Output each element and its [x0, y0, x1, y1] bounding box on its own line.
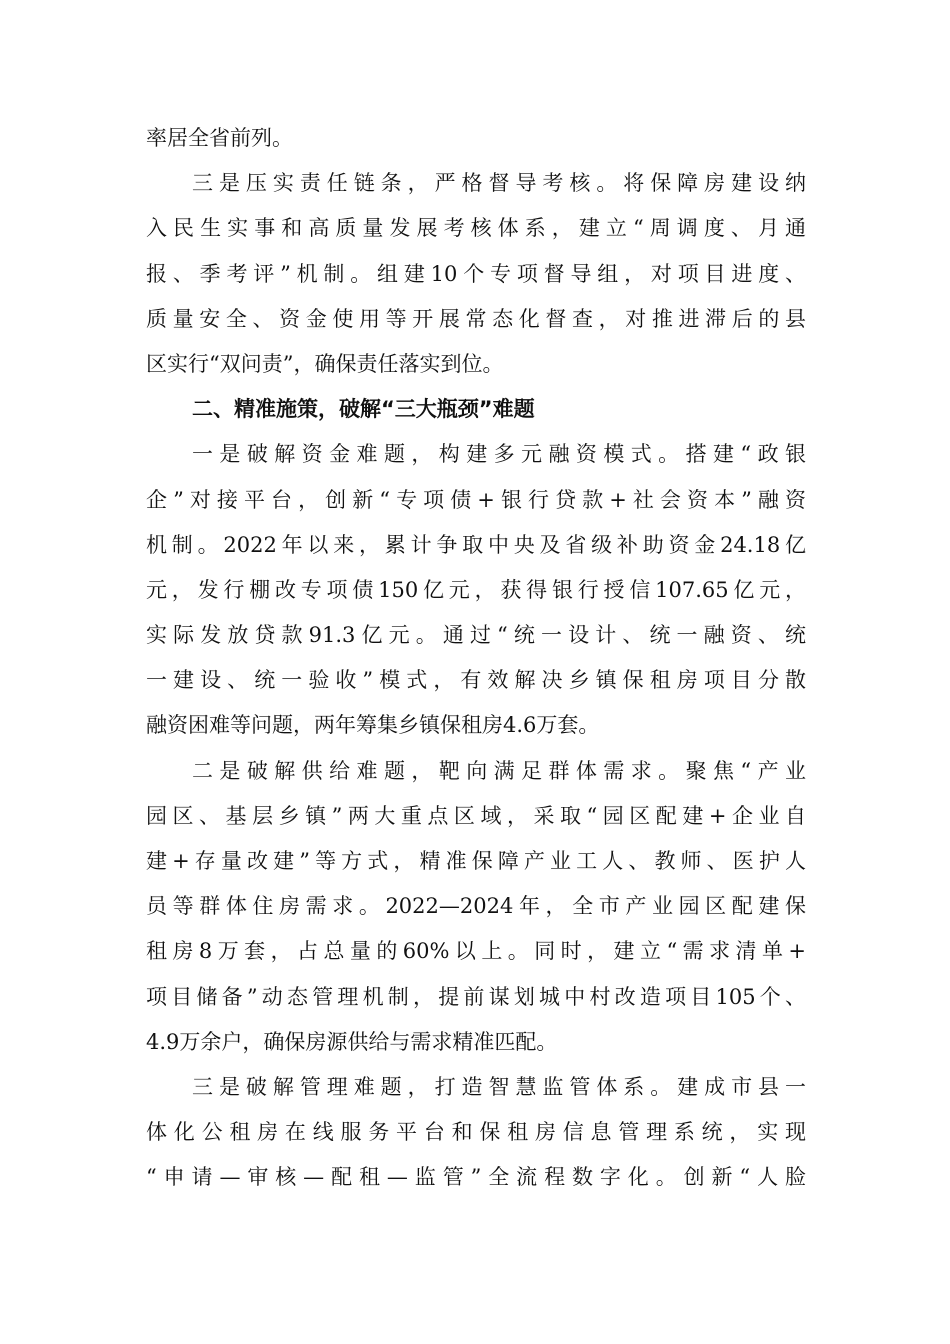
paragraph-funding [146, 432, 806, 748]
text-line: 租房8万套，占总量的60%以上。同时，建立“需求清单+ [146, 939, 806, 964]
text-line: “申请—审核—配租—监管”全流程数字化。创新“人脸 [146, 1165, 806, 1190]
text-line: 质量安全、资金使用等开展常态化督查，对推进滞后的县 [146, 306, 806, 331]
text-line: 一是破解资金难题，构建多元融资模式。搭建“政银 [192, 442, 806, 467]
text-line: 项目储备”动态管理机制，提前谋划城中村改造项目105个、 [146, 984, 806, 1009]
text-line: 报、季考评”机制。组建10个专项督导组，对项目进度、 [146, 261, 806, 286]
text-line: 一建设、统一验收”模式，有效解决乡镇保租房项目分散 [146, 668, 806, 693]
text-line: 二是破解供给难题，靶向满足群体需求。聚焦“产业 [192, 758, 806, 783]
text-line: 员等群体住房需求。2022—2024年，全市产业园区配建保 [146, 894, 806, 919]
section-heading [146, 387, 806, 432]
document-page [146, 116, 806, 1201]
text-line: 园区、基层乡镇”两大重点区域，采取“园区配建+企业自 [146, 803, 806, 828]
text-line: 三是破解管理难题，打造智慧监管体系。建成市县一 [192, 1074, 806, 1099]
text-line: 4.9万余户，确保房源供给与需求精准匹配。 [146, 1029, 558, 1054]
text-line: 入民生实事和高质量发展考核体系，建立“周调度、月通 [146, 216, 806, 241]
paragraph-management [146, 1065, 806, 1201]
paragraph-supply [146, 749, 806, 1065]
text-line: 体化公租房在线服务平台和保租房信息管理系统，实现 [146, 1120, 806, 1145]
paragraph-responsibility [146, 161, 806, 387]
text-line: 率居全省前列。 [146, 126, 293, 150]
text-line: 元，发行棚改专项债150亿元，获得银行授信107.65亿元， [146, 577, 806, 602]
text-line: 实际发放贷款91.3亿元。通过“统一设计、统一融资、统 [146, 623, 806, 648]
text-line: 三是压实责任链条，严格督导考核。将保障房建设纳 [192, 171, 806, 196]
text-line: 区实行“双问责”，确保责任落实到位。 [146, 351, 504, 376]
text-line: 机制。2022年以来，累计争取中央及省级补助资金24.18亿 [146, 532, 806, 557]
paragraph-continuation [146, 116, 806, 161]
heading-text: 二、精准施策，破解“三大瓶颈”难题 [192, 397, 535, 422]
text-line: 企”对接平台，创新“专项债+银行贷款+社会资本”融资 [146, 487, 806, 512]
text-line: 建+存量改建”等方式，精准保障产业工人、教师、医护人 [146, 849, 806, 873]
text-line: 融资困难等问题，两年筹集乡镇保租房4.6万套。 [146, 713, 600, 738]
